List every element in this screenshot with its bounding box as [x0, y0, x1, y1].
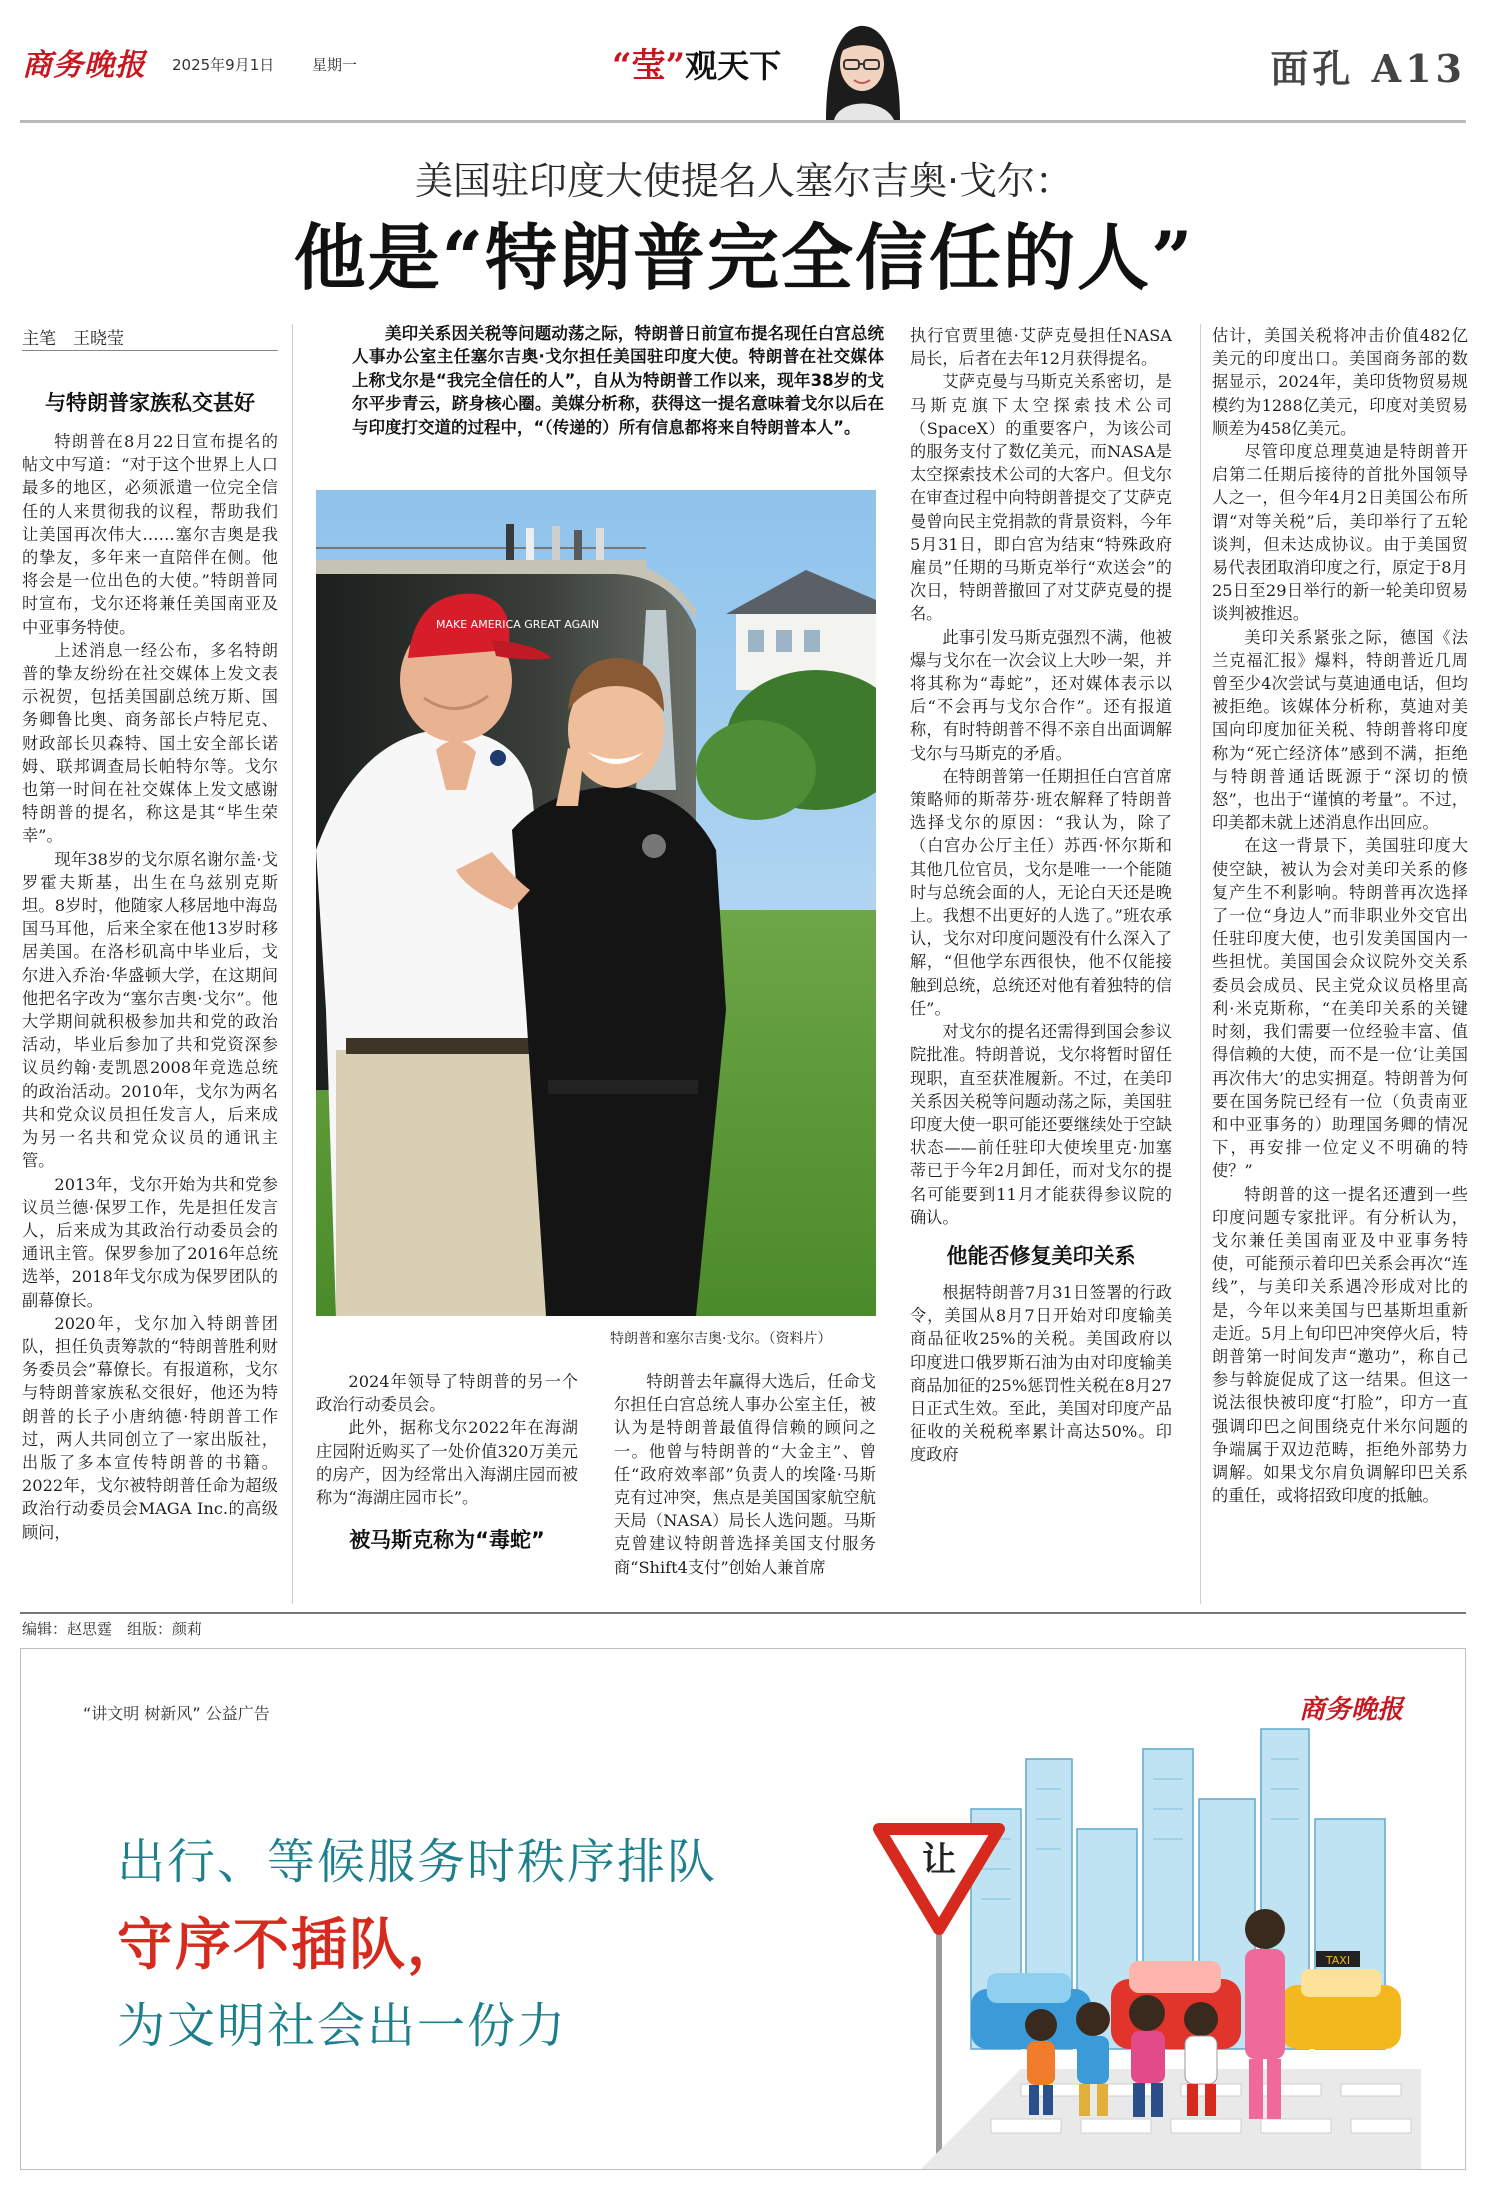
article-kicker: 美国驻印度大使提名人塞尔吉奥·戈尔： [414, 159, 1074, 203]
column-5 [1212, 324, 1468, 1507]
article-headline: 他是“特朗普完全信任的人” [293, 215, 1195, 300]
paragraph: 2013年，戈尔开始为共和党参议员兰德·保罗工作，先是担任发言人，后来成为其政治行动委员会的通讯主管。保罗参加了2016年总统选举，2018年戈尔成为保罗团队的副幕僚长。 [22, 1174, 278, 1310]
subhead-4: 他能否修复美印关系 [946, 1243, 1136, 1268]
column-1 [22, 388, 278, 1544]
paragraph: 现年38岁的戈尔原名谢尔盖·戈罗霍夫斯基，出生在乌兹别克斯坦。8岁时，他随家人移居地中海岛国马耳他，后来全家在他13岁时移居美国。在洛杉矶高中毕业后，戈尔进入乔治·华盛顿大学，在这期间他把名字改为“塞尔吉奥·戈尔”。他大学期间就积极参加共和党的政治活动，毕业后参加了共和党资深参议员约翰·麦凯恩2008年竞选总统的政治活动。2010年，戈尔为两名共和党众议员担任发言人，后来成为另一名共和党众议员的通讯主管。 [22, 849, 278, 1171]
column-4 [910, 324, 1172, 1467]
paragraph: 估计，美国关税将冲击价值482亿美元的印度出口。美国商务部的数据显示，2024年，美印货物贸易规模约为1288亿美元，印度对美贸易顺差为458亿美元。 [1212, 326, 1468, 438]
column-rule [292, 324, 293, 1604]
paragraph: 在特朗普第一任期担任白宫首席策略师的斯蒂芬·班农解释了特朗普选择戈尔的原因：“我认为，除了（白宫办公厅主任）苏西·怀尔斯和其他几位官员，戈尔是唯一一个能随时与总统会面的人，无论白天还是晚上。我想不出更好的人选了。”班农承认，戈尔对印度问题没有什么深入了解，“但他学东西很快，他不仅能接触到总统，总统还对他有着独特的信任”。 [910, 766, 1172, 1018]
column-brand-rest: 观天下 [685, 47, 782, 85]
paragraph: 2020年，戈尔加入特朗普团队，担任负责筹款的“特朗普胜利财务委员会”幕僚长。有报道称，戈尔与特朗普家族私交很好，他还为特朗普的长子小唐纳德·特朗普工作过，两人共同创立了一家出版社，出版了多本宣传特朗普的书籍。2022年，戈尔被特朗普任命为超级政治行动委员会MAGA Inc.的高级顾问， [22, 1313, 278, 1542]
subhead-1: 与特朗普家族私交甚好 [45, 391, 255, 415]
column-brand [612, 38, 781, 87]
footer-rule [20, 1612, 1466, 1614]
masthead-rule [20, 120, 1466, 123]
paragraph: 特朗普去年赢得大选后，任命戈尔担任白宫总统人事办公室主任，被认为是特朗普最值得信赖的顾问之一。他曾与特朗普的“大金主”、曾任“政府效率部”负责人的埃隆·马斯克有过冲突，焦点是美国国家航空航天局（NASA）局长人选问题。马斯克曾建议特朗普选择美国支付服务商“Shift4支付”创始人兼首席 [614, 1372, 876, 1577]
paragraph: 此外，据称戈尔2022年在海湖庄园附近购买了一处价值320万美元的房产，因为经常出入海湖庄园而被称为“海湖庄园市长”。 [316, 1418, 578, 1508]
column-brand-quote-close: ” [665, 46, 686, 86]
paragraph: 上述消息一经公布，多名特朗普的挚友纷纷在社交媒体上发文表示祝贺，包括美国副总统万斯、国务卿鲁比奥、商务部长卢特尼克、财政部长贝森特、国土安全部长诺姆、联邦调查局长帕特尔等。戈尔也第一时间在社交媒体上发文感谢特朗普的提名，称这是其“毕生荣幸”。 [22, 640, 278, 846]
cap-text: MAKE AMERICA GREAT AGAIN [436, 618, 600, 631]
newspaper-logo: 商务晚报 [22, 48, 146, 83]
article-photo [316, 490, 876, 1316]
columnist-portrait [804, 8, 914, 120]
paragraph: 执行官贾里德·艾萨克曼担任NASA局长，后者在去年12月获得提名。 [910, 326, 1172, 369]
yield-sign-text: 让 [922, 1840, 956, 1880]
public-service-ad [20, 1648, 1466, 2170]
paragraph: 在这一背景下，美国驻印度大使空缺，被认为会对美印关系的修复产生不利影响。特朗普再次选择了一位“身边人”而非职业外交官出任驻印度大使，也引发美国国内一些担忧。美国国会众议院外交关系委员会成员、民主党众议员格里高利·米克斯称，“在美印关系的关键时刻，我们需要一位经验丰富、值得信赖的大使，而不是一位‘让美国再次伟大’的忠实拥趸。特朗普为何要在国务院已经有一位（负责南亚和中亚事务的）助理国务卿的情况下，再安排一位定义不明确的特使？” [1212, 836, 1468, 1181]
editor-credits: 编辑：赵思霆 组版：颜莉 [22, 1620, 203, 1638]
column-3 [614, 1370, 876, 1579]
paragraph: 美印关系紧张之际，德国《法兰克福汇报》爆料，特朗普近几周曾至少4次尝试与莫迪通电话，但均被拒绝。该媒体分析称，莫迪对美国向印度加征关税、特朗普将印度称为“死亡经济体”感到不满，拒绝与特朗普通话既源于“深切的愤怒”，也出于“谨慎的考量”。不过，印美都未就上述消息作出回应。 [1212, 627, 1468, 833]
column-brand-quote-open: “ [612, 46, 632, 86]
taxi-sign-text: TAXI [1325, 1954, 1351, 1967]
column-rule [1200, 324, 1201, 1604]
paragraph: 特朗普的这一提名还遭到一些印度问题专家批评。有分析认为，戈尔兼任美国南亚及中亚事务特使，可能预示着印巴关系会再次“连线”，与美印关系遇冷形成对比的是，今年以来美国与巴基斯坦重新走近。5月上旬印巴冲突停火后，特朗普第一时间发声“邀功”，称自己参与斡旋促成了这一结果。但这一说法很快被印度“打脸”，印方一直强调印巴之间围绕克什米尔问题的争端属于双边范畴，拒绝外部势力调解。如果戈尔肩负调解印巴关系的重任，或将招致印度的抵触。 [1212, 1184, 1468, 1506]
masthead [22, 8, 1466, 120]
section-name: 面孔 [1270, 46, 1355, 91]
paragraph: 根据特朗普7月31日签署的行政令，美国从8月7日开始对印度输美商品征收25%的关税。美国政府以印度进口俄罗斯石油为由对印度输美商品加征的25%惩罚性关税在8月27日正式生效。至此，美国对印度产品征收的关税税率累计高达50%。印度政府 [910, 1282, 1172, 1465]
paragraph: 艾萨克曼与马斯克关系密切，是马斯克旗下太空探索技术公司（SpaceX）的重要客户，为该公司的服务支付了数亿美元，而NASA是太空探索技术公司的大客户。但戈尔在审查过程中向特朗普提交了艾萨克曼曾向民主党捐款的背景资料，今年5月31日，即白宫为结束“特殊政府雇员”任期的马斯克举行“欢送会”的次日，特朗普撤回了对艾萨克曼的提名。 [910, 372, 1172, 624]
paragraph: 尽管印度总理莫迪是特朗普开启第二任期后接待的首批外国领导人之一，但今年4月2日美国公布所谓“对等关税”后，美印举行了五轮谈判，但未达成协议。由于美国贸易代表团取消印度之行，原定于8月25日至29日举行的新一轮美印贸易谈判被推迟。 [1212, 442, 1468, 624]
ad-line-1: 出行、等候服务时秩序排队 [117, 1834, 718, 1890]
byline-rule [22, 350, 278, 351]
issue-date: 2025年9月1日 [172, 56, 275, 74]
article-lead: 美印关系因关税等问题动荡之际，特朗普日前宣布提名现任白宫总统人事办公室主任塞尔吉奥·戈尔担任美国驻印度大使。特朗普在社交媒体上称戈尔是“我完全信任的人”，自从为特朗普工作以来，现年38岁的戈尔平步青云，跻身核心圈。美媒分析称，获得这一提名意味着戈尔以后在与印度打交道的过程中，“（传递的）所有信息都将来自特朗普本人”。 [352, 324, 884, 437]
ad-newspaper-logo: 商务晚报 [1298, 1695, 1403, 1725]
paragraph: 此事引发马斯克强烈不满，他被爆与戈尔在一次会议上大吵一架，并将其称为“毒蛇”，还对媒体表示以后“不会再与戈尔合作”。还有报道称，有时特朗普不得不亲自出面调解戈尔与马斯克的矛盾。 [910, 627, 1172, 763]
paragraph: 2024年领导了特朗普的另一个政治行动委员会。 [316, 1372, 578, 1415]
byline: 主笔 王晓莹 [22, 329, 124, 349]
column-brand-char: 莹 [631, 46, 666, 86]
paragraph: 特朗普在8月22日宣布提名的帖文中写道：“对于这个世界上人口最多的地区，必须派遣一位完全信任的人来贯彻我的议程，帮助我们让美国再次伟大……塞尔吉奥是我的挚友，多年来一直陪伴在侧。他将会是一位出色的大使。”特朗普同时宣布，戈尔还将兼任美国南亚及中亚事务特使。 [22, 432, 278, 637]
page-number: A13 [1371, 46, 1466, 91]
subhead-2: 被马斯克称为“毒蛇” [349, 1528, 545, 1553]
ad-line-3: 为文明社会出一份力 [117, 1998, 568, 2054]
photo-caption: 特朗普和塞尔吉奥·戈尔。（资料片） [610, 1331, 832, 1347]
ad-tag: “讲文明 树新风” 公益广告 [83, 1704, 270, 1723]
issue-weekday: 星期一 [312, 56, 358, 74]
column-2 [316, 1370, 578, 1555]
page-section [1270, 38, 1466, 93]
ad-illustration [861, 1689, 1421, 2169]
ad-line-2: 守序不插队， [117, 1913, 465, 1978]
paragraph: 对戈尔的提名还需得到国会参议院批准。特朗普说，戈尔将暂时留任现职，直至获准履新。不过，在美印关系因关税等问题动荡之际，美国驻印度大使一职可能还要继续处于空缺状态——前任驻印大使埃里克·加塞蒂已于今年2月卸任，而对戈尔的提名可能要到11月才能获得参议院的确认。 [910, 1022, 1172, 1227]
